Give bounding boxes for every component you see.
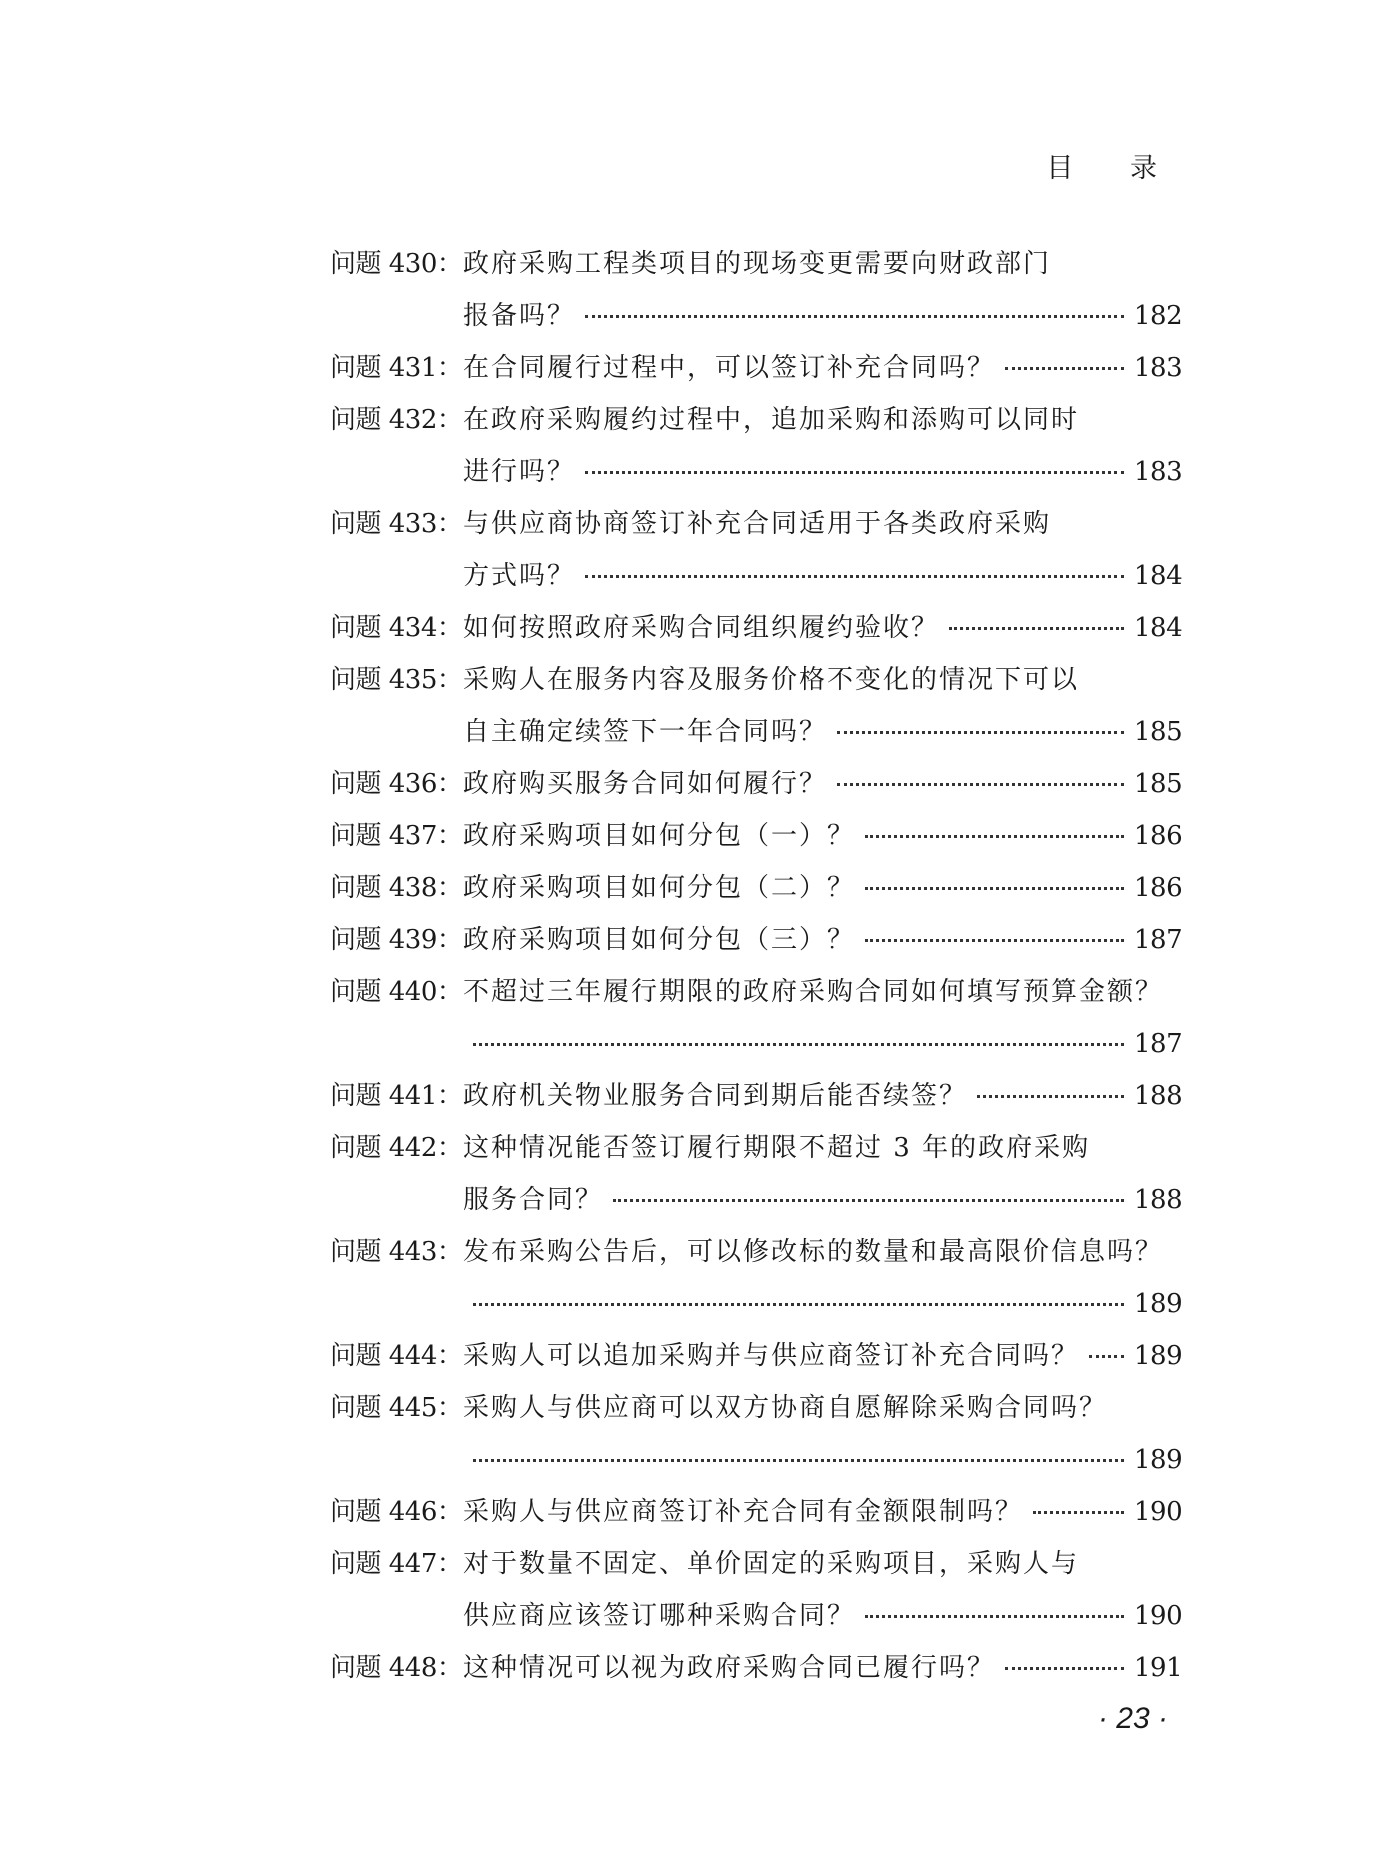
toc-entry-title: 服务合同？ <box>463 1185 604 1215</box>
toc-entry-title: 不超过三年履行期限的政府采购合同如何填写预算金额？ <box>463 977 1164 1007</box>
dot-leader <box>837 707 1124 734</box>
toc-entry-line <box>330 810 1183 862</box>
toc-entry-label: 问题 432： <box>330 405 463 435</box>
toc-entry-label: 问题 445： <box>330 1393 463 1423</box>
toc-entry-title: 采购人与供应商可以双方协商自愿解除采购合同吗？ <box>463 1393 1108 1423</box>
toc-page-number: 188 <box>1134 1185 1183 1215</box>
dot-leader <box>1005 1643 1124 1670</box>
toc-page-number: 186 <box>1134 821 1183 851</box>
toc-entry-title: 政府采购工程类项目的现场变更需要向财政部门 <box>463 249 1052 279</box>
toc-entry[interactable] <box>330 1330 1183 1382</box>
table-of-contents <box>330 238 1183 1694</box>
toc-entry-line <box>330 1226 1180 1278</box>
toc-page-number: 185 <box>1134 717 1183 747</box>
toc-entry-label: 问题 430： <box>330 249 463 279</box>
toc-entry-title: 发布采购公告后，可以修改标的数量和最高限价信息吗？ <box>463 1237 1164 1267</box>
toc-entry[interactable] <box>330 498 1183 602</box>
toc-entry-line <box>330 1434 1183 1486</box>
toc-entry-label: 问题 434： <box>330 613 463 643</box>
dot-leader <box>613 1175 1124 1202</box>
toc-entry-line <box>330 238 1180 290</box>
toc-entry-line <box>330 342 1183 394</box>
toc-page-number: 187 <box>1134 1029 1183 1059</box>
toc-entry[interactable] <box>330 1070 1183 1122</box>
toc-entry-line <box>330 966 1180 1018</box>
toc-entry[interactable] <box>330 654 1183 758</box>
toc-page-number: 182 <box>1134 301 1183 331</box>
dot-leader <box>1005 343 1124 370</box>
dot-leader <box>473 1279 1124 1306</box>
toc-page-number: 184 <box>1134 613 1183 643</box>
toc-entry-line <box>330 498 1180 550</box>
dot-leader <box>1033 1487 1124 1514</box>
toc-entry[interactable] <box>330 1122 1183 1226</box>
toc-entry[interactable] <box>330 342 1183 394</box>
toc-entry-title: 政府购买服务合同如何履行？ <box>463 769 828 799</box>
toc-page-number: 184 <box>1134 561 1183 591</box>
toc-entry[interactable] <box>330 1226 1183 1330</box>
toc-entry[interactable] <box>330 810 1183 862</box>
toc-entry-line <box>330 1642 1183 1694</box>
dot-leader <box>977 1071 1124 1098</box>
toc-entry-line <box>330 290 1183 342</box>
toc-entry[interactable] <box>330 966 1183 1070</box>
toc-entry-title: 采购人可以追加采购并与供应商签订补充合同吗？ <box>463 1341 1080 1371</box>
toc-entry-title: 进行吗？ <box>463 457 576 487</box>
toc-entry-title: 这种情况能否签订履行期限不超过 3 年的政府采购 <box>463 1133 1091 1163</box>
toc-entry-title: 报备吗？ <box>463 301 576 331</box>
toc-page-number: 189 <box>1134 1289 1183 1319</box>
toc-entry-title: 如何按照政府采购合同组织履约验收？ <box>463 613 940 643</box>
toc-page-number: 191 <box>1134 1653 1183 1683</box>
toc-entry-line <box>330 1538 1180 1590</box>
toc-entry-title: 在政府采购履约过程中，追加采购和添购可以同时 <box>463 405 1080 435</box>
toc-entry-line <box>330 862 1183 914</box>
toc-entry-line <box>330 1122 1180 1174</box>
dot-leader <box>473 1019 1124 1046</box>
dot-leader <box>865 811 1124 838</box>
toc-entry-line <box>330 1278 1183 1330</box>
toc-entry-line <box>330 394 1180 446</box>
toc-entry-title: 采购人在服务内容及服务价格不变化的情况下可以 <box>463 665 1080 695</box>
toc-entry-label: 问题 444： <box>330 1341 463 1371</box>
toc-entry-title: 这种情况可以视为政府采购合同已履行吗？ <box>463 1653 996 1683</box>
toc-entry-line <box>330 1018 1183 1070</box>
toc-entry-title: 自主确定续签下一年合同吗？ <box>463 717 828 747</box>
toc-entry-title: 与供应商协商签订补充合同适用于各类政府采购 <box>463 509 1052 539</box>
dot-leader <box>865 1591 1124 1618</box>
dot-leader <box>585 447 1124 474</box>
toc-entry-label: 问题 448： <box>330 1653 463 1683</box>
toc-entry[interactable] <box>330 602 1183 654</box>
toc-page-number: 189 <box>1134 1445 1183 1475</box>
toc-entry-title: 政府采购项目如何分包（二）？ <box>463 873 856 903</box>
toc-entry-line <box>330 550 1183 602</box>
toc-page-number: 190 <box>1134 1497 1183 1527</box>
toc-entry[interactable] <box>330 238 1183 342</box>
toc-entry-line <box>330 1590 1183 1642</box>
toc-entry-label: 问题 442： <box>330 1133 463 1163</box>
toc-entry-title: 政府机关物业服务合同到期后能否续签？ <box>463 1081 968 1111</box>
toc-entry-title: 供应商应该签订哪种采购合同？ <box>463 1601 856 1631</box>
toc-page-number: 188 <box>1134 1081 1183 1111</box>
toc-entry[interactable] <box>330 758 1183 810</box>
toc-page-number: 183 <box>1134 457 1183 487</box>
section-title: 目 录 <box>1046 153 1181 184</box>
dot-leader <box>585 291 1124 318</box>
toc-entry-line <box>330 1486 1183 1538</box>
toc-entry-label: 问题 447： <box>330 1549 463 1579</box>
toc-entry-title: 采购人与供应商签订补充合同有金额限制吗？ <box>463 1497 1024 1527</box>
toc-entry-label: 问题 443： <box>330 1237 463 1267</box>
toc-entry-title: 政府采购项目如何分包（三）？ <box>463 925 856 955</box>
toc-entry-label: 问题 446： <box>330 1497 463 1527</box>
toc-entry-label: 问题 436： <box>330 769 463 799</box>
toc-page-number: 183 <box>1134 353 1183 383</box>
toc-entry[interactable] <box>330 1538 1183 1642</box>
toc-entry-line <box>330 1382 1180 1434</box>
dot-leader <box>865 915 1124 942</box>
toc-entry[interactable] <box>330 1382 1183 1486</box>
dot-leader <box>585 551 1124 578</box>
toc-page-number: 186 <box>1134 873 1183 903</box>
toc-entry-line <box>330 914 1183 966</box>
toc-page-number: 185 <box>1134 769 1183 799</box>
dot-leader <box>837 759 1124 786</box>
toc-entry-label: 问题 433： <box>330 509 463 539</box>
dot-leader <box>949 603 1124 630</box>
toc-entry-title: 方式吗？ <box>463 561 576 591</box>
toc-entry-line <box>330 1070 1183 1122</box>
page-number: · 23 · <box>1097 1702 1168 1735</box>
toc-entry-line <box>330 446 1183 498</box>
toc-page-number: 189 <box>1134 1341 1183 1371</box>
toc-entry-label: 问题 437： <box>330 821 463 851</box>
dot-leader <box>865 863 1124 890</box>
toc-entry-line <box>330 1174 1183 1226</box>
toc-entry-line <box>330 758 1183 810</box>
toc-entry-line <box>330 602 1183 654</box>
toc-entry[interactable] <box>330 1642 1183 1694</box>
toc-entry-line <box>330 1330 1183 1382</box>
toc-entry-label: 问题 431： <box>330 353 463 383</box>
toc-page-number: 187 <box>1134 925 1183 955</box>
toc-entry-title: 在合同履行过程中，可以签订补充合同吗？ <box>463 353 996 383</box>
toc-entry-label: 问题 438： <box>330 873 463 903</box>
toc-entry-label: 问题 439： <box>330 925 463 955</box>
toc-entry[interactable] <box>330 394 1183 498</box>
toc-entry-label: 问题 435： <box>330 665 463 695</box>
dot-leader <box>473 1435 1124 1462</box>
toc-entry-line <box>330 706 1183 758</box>
toc-entry-line <box>330 654 1180 706</box>
dot-leader <box>1089 1331 1124 1358</box>
toc-entry[interactable] <box>330 914 1183 966</box>
toc-entry-title: 对于数量不固定、单价固定的采购项目，采购人与 <box>463 1549 1080 1579</box>
toc-entry[interactable] <box>330 1486 1183 1538</box>
toc-page-number: 190 <box>1134 1601 1183 1631</box>
toc-entry-label: 问题 441： <box>330 1081 463 1111</box>
toc-entry[interactable] <box>330 862 1183 914</box>
toc-entry-label: 问题 440： <box>330 977 463 1007</box>
toc-entry-title: 政府采购项目如何分包（一）？ <box>463 821 856 851</box>
